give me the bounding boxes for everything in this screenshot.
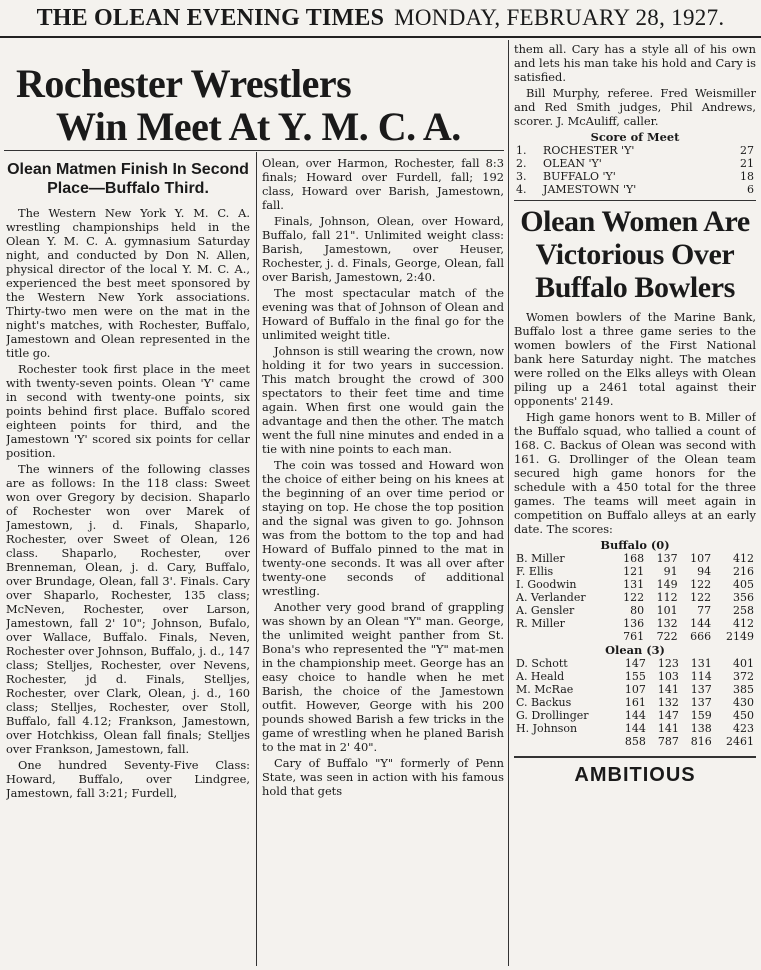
headline-line-1: Rochester Wrestlers: [16, 61, 352, 106]
table-row: G. Drollinger 144 147 159 450: [516, 709, 754, 722]
paragraph: Olean, over Harmon, Rochester, fall 8:3 finals; Howard over Furdell, fall; 192 class, Howard over Barish, Jamestown, fall.: [262, 156, 504, 212]
table-row: 4. JAMESTOWN 'Y' 6: [516, 183, 754, 196]
column-2: [262, 156, 504, 966]
meet-score-table: [514, 144, 756, 196]
table-row: D. Schott 147 123 131 401: [516, 657, 754, 670]
ad-heading: AMBITIOUS: [574, 764, 696, 786]
headline-rule: [4, 150, 504, 151]
total-row: 761 722 666 2149: [623, 630, 754, 643]
paragraph: them all. Cary has a style all of his own and lets his man take his hold and Cary is satisfied.: [514, 42, 756, 84]
paragraph: Rochester took first place in the meet with twenty-seven points. Olean 'Y' came in second with twenty-one points, six points behind first place. Buffalo scored eighteen points for third, and the Jamestown 'Y' scored six points for cellar position.: [6, 362, 250, 460]
table-row: 1. ROCHESTER 'Y' 27: [516, 144, 754, 157]
story-headline: [6, 62, 506, 148]
paragraph: Johnson is still wearing the crown, now holding it for two years in succession. This match brought the crowd of 300 spectators to their feet time and time again. When first one would gain the advantage and then the other. The match went the full nine minutes and ended in a tie with nine points to each man.: [262, 344, 504, 456]
table-row: A. Verlander 122 112 122 356: [516, 591, 754, 604]
paragraph: Women bowlers of the Marine Bank, Buffalo lost a three game series to the women bowlers of the First National bank here Saturday night. The matches were rolled on the Elks alleys with Olean piling up a 2461 total against their opponents' 2149.: [514, 310, 756, 408]
score-title: Score of Meet: [590, 130, 680, 144]
paragraph: High game honors went to B. Miller of the Buffalo squad, who tallied a count of 168. C. Backus of Olean was second with 161. G. Drollinger of the Olean team secured high game honors for the schedule with a 450 total for the three games. The teams will meet again in competition on Buffalo alleys at an early date. The scores:: [514, 410, 756, 536]
column-rule: [256, 152, 257, 966]
table-row: H. Johnson 144 141 138 423: [516, 722, 754, 735]
section-rule: [514, 200, 756, 201]
newspaper-title: THE OLEAN EVENING TIMES: [36, 4, 385, 31]
paragraph: The Western New York Y. M. C. A. wrestling championships held in the Olean Y. M. C. A. gymnasium Saturday night, and conducted by Don N. Allen, physical director of the local Y. M. C. A., experienced the best meet sponsored by the Western New York associations. Thirty-two men were on the mat in the night's matches, with Rochester, Buffalo, Jamestown and Olean represented in the title go.: [6, 206, 250, 360]
table-row: 2. OLEAN 'Y' 21: [516, 157, 754, 170]
paragraph: Finals, Johnson, Olean, over Howard, Buffalo, fall 21". Unlimited weight class: Barish, Jamestown, over Heuser, Rochester, j. d. Finals, George, Olean, fall over Barish, Jamestown, 2:40.: [262, 214, 504, 284]
paragraph: Cary of Buffalo "Y" formerly of Penn State, was seen in action with his famous hold that gets: [262, 756, 504, 798]
table-row: I. Goodwin 131 149 122 405: [516, 578, 754, 591]
buffalo-title: Buffalo (0): [600, 538, 670, 552]
officials: Bill Murphy, referee. Fred Weismiller and Red Smith judges, Phil Andrews, scorer. J. McAuliff, caller.: [514, 86, 756, 128]
table-row: M. McRae 107 141 137 385: [516, 683, 754, 696]
table-row: B. Miller 168 137 107 412: [516, 552, 754, 565]
paragraph: One hundred Seventy-Five Class: Howard, Buffalo, over Lindgree, Jamestown, fall 3:21; Furdell,: [6, 758, 250, 800]
paragraph: The coin was tossed and Howard won the choice of either being on his knees at the beginning of an over time period or staying on top. He chose the top position and the signal was given to go. Johnson was from the bottom to the top and had Howard of Buffalo pinned to the mat in twenty-one seconds. It was all over after twenty-one seconds of additional wrestling.: [262, 458, 504, 598]
paragraph: Another very good brand of grappling was shown by an Olean "Y" man. George, the unlimited weight panther from St. Bona's who represented the "Y" mat-men in the championship meet. George has an easy choice to handle when he met Barish, the choice of the Jamestown outfit. However, George with his 200 pounds showed Barish a few tricks in the game of wrestling when he planed Barish to the mat in 2' 40".: [262, 600, 504, 754]
table-row: A. Gensler 80 101 77 258: [516, 604, 754, 617]
column-3: [514, 42, 756, 966]
table-row: A. Heald 155 103 114 372: [516, 670, 754, 683]
buffalo-score-table: [514, 552, 756, 643]
table-row: C. Backus 161 132 137 430: [516, 696, 754, 709]
bowling-headline: Olean Women Are Victorious Over Buffalo Bowlers: [520, 205, 750, 304]
olean-score-table: [514, 657, 756, 748]
column-1: [6, 156, 250, 966]
masthead: [0, 0, 761, 38]
table-row: F. Ellis 121 91 94 216: [516, 565, 754, 578]
olean-title: Olean (3): [605, 643, 665, 657]
paragraph: The most spectacular match of the evening was that of Johnson of Olean and Howard of Buffalo in the final go for the unlimited weight title.: [262, 286, 504, 342]
column-rule: [508, 40, 509, 966]
story-deck: Olean Matmen Finish In Second Place—Buffalo Third.: [7, 161, 249, 197]
issue-date: MONDAY, FEBRUARY 28, 1927.: [394, 5, 725, 30]
total-row: 858 787 816 2461: [624, 735, 754, 748]
table-row: 3. BUFFALO 'Y' 18: [516, 170, 754, 183]
paragraph: The winners of the following classes are as follows: In the 118 class: Sweet won over Gregory by decision. Shaparlo of Rochester won over Marek of Jamestown, j. d. Finals, Shaparlo, Rochester, over Sweet of Olean, 126 class. Shaparlo, Rochester, over Brenneman, Olean, j. d. Cary, Buffalo, over Brundage, Olean, fall 3'. Finals. Cary over Shaparlo, Rochester, 135 class; McNeven, Rochester, over Larson, Jamestown, fall 2' 10"; Johnson, Bufalo, over Wallace, Buffalo. Finals, Neven, Rochester over Johnson, Buffalo, j. d., 147 class; Stelljes, Rochester, over Nevens, Rochester, jd d. Finals, Stelljes, Rochester, over Clark, Olean, j. d., 160 class; Stelljes, Rochester, over Stoll, Buffalo, fall 4.12; Frankson, Jamestown, over Hotchkiss, Olean fall finals; Stelljes over Frankson, Jamestown, fall.: [6, 462, 250, 756]
headline-line-2: Win Meet At Y. M. C. A.: [56, 104, 461, 149]
ad-rule: [514, 756, 756, 758]
table-row: R. Miller 136 132 144 412: [516, 617, 754, 630]
